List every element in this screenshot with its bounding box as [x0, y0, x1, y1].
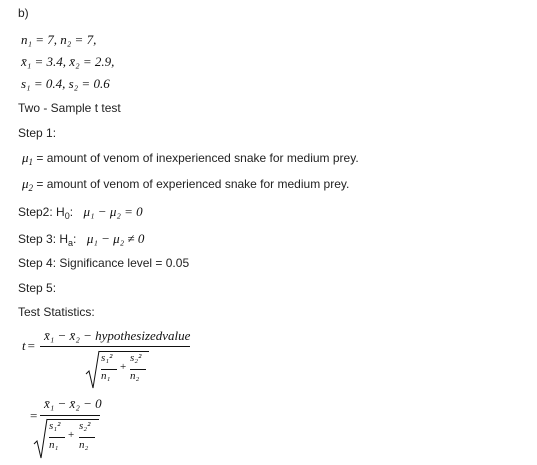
mu2-text: = amount of venom of experienced snake for medium prey. [33, 177, 350, 191]
mu1-definition [22, 149, 359, 167]
formula2-radical-icon [34, 418, 48, 460]
step5-label: Step 5: [18, 281, 57, 295]
mu2-symbol: $\mu_2$ [22, 176, 34, 193]
formula2-s1sq: s₁² [49, 420, 61, 432]
formula1-fraction-bar [40, 346, 190, 347]
formula1-numerator: x̄₁ − x̄₂ − hypothesizedvalue [44, 328, 191, 343]
step3-alt-hypothesis [18, 230, 144, 248]
formula1-radicand [99, 351, 149, 390]
alt-hypothesis-expr: μ₁ − μ₂ ≠ 0 [86, 231, 145, 246]
step4-significance: Step 4: Significance level = 0.05 [18, 256, 190, 270]
formula2-radicand [47, 419, 99, 460]
null-hypothesis-expr: μ₁ − μ₂ = 0 [83, 204, 143, 219]
formula1-s1sq: s₁² [101, 352, 113, 364]
formula1-n1: n₁ [101, 370, 111, 382]
formula1-n2: n₂ [130, 370, 140, 382]
step2-null-hypothesis [18, 203, 143, 221]
sample-sizes: n₁ = 7, n₂ = 7, [21, 32, 97, 47]
formula2-plus: + [68, 429, 75, 441]
formula1-sqrt [86, 350, 148, 390]
step2-label: Step2: $H_0$: [18, 205, 74, 221]
mu1-text: = amount of venom of inexperienced snake for medium prey. [33, 151, 359, 165]
formula2-sqrt [34, 418, 100, 460]
formula2-bar2 [79, 437, 95, 438]
mu2-definition [22, 175, 349, 193]
part-label: b) [18, 6, 29, 20]
formula2-n1: n₁ [49, 439, 59, 451]
step3-label: Step 3: $H_a$: [18, 232, 77, 248]
t-symbol: t = [22, 338, 35, 353]
sample-std-devs: s₁ = 0.4, s₂ = 0.6 [21, 76, 110, 91]
formula2-s2sq: s₂² [79, 420, 91, 432]
test-statistics-label: Test Statistics: [18, 305, 95, 319]
formula1-plus: + [120, 361, 127, 373]
formula2-bar1 [49, 437, 65, 438]
formula2-fraction-bar [40, 415, 100, 416]
formula1-radical-icon [86, 350, 100, 390]
sample-means: x̄₁ = 3.4, x̄₂ = 2.9, [21, 54, 115, 69]
formula2-numerator: x̄₁ − x̄₂ − 0 [44, 396, 102, 411]
formula2-n2: n₂ [79, 439, 89, 451]
test-name: Two - Sample t test [18, 101, 121, 115]
formula2-equals: = [30, 408, 38, 423]
step1-label: Step 1: [18, 126, 57, 140]
mu1-symbol: $\mu_1$ [22, 150, 34, 167]
formula1-s2sq: s₂² [130, 352, 142, 364]
